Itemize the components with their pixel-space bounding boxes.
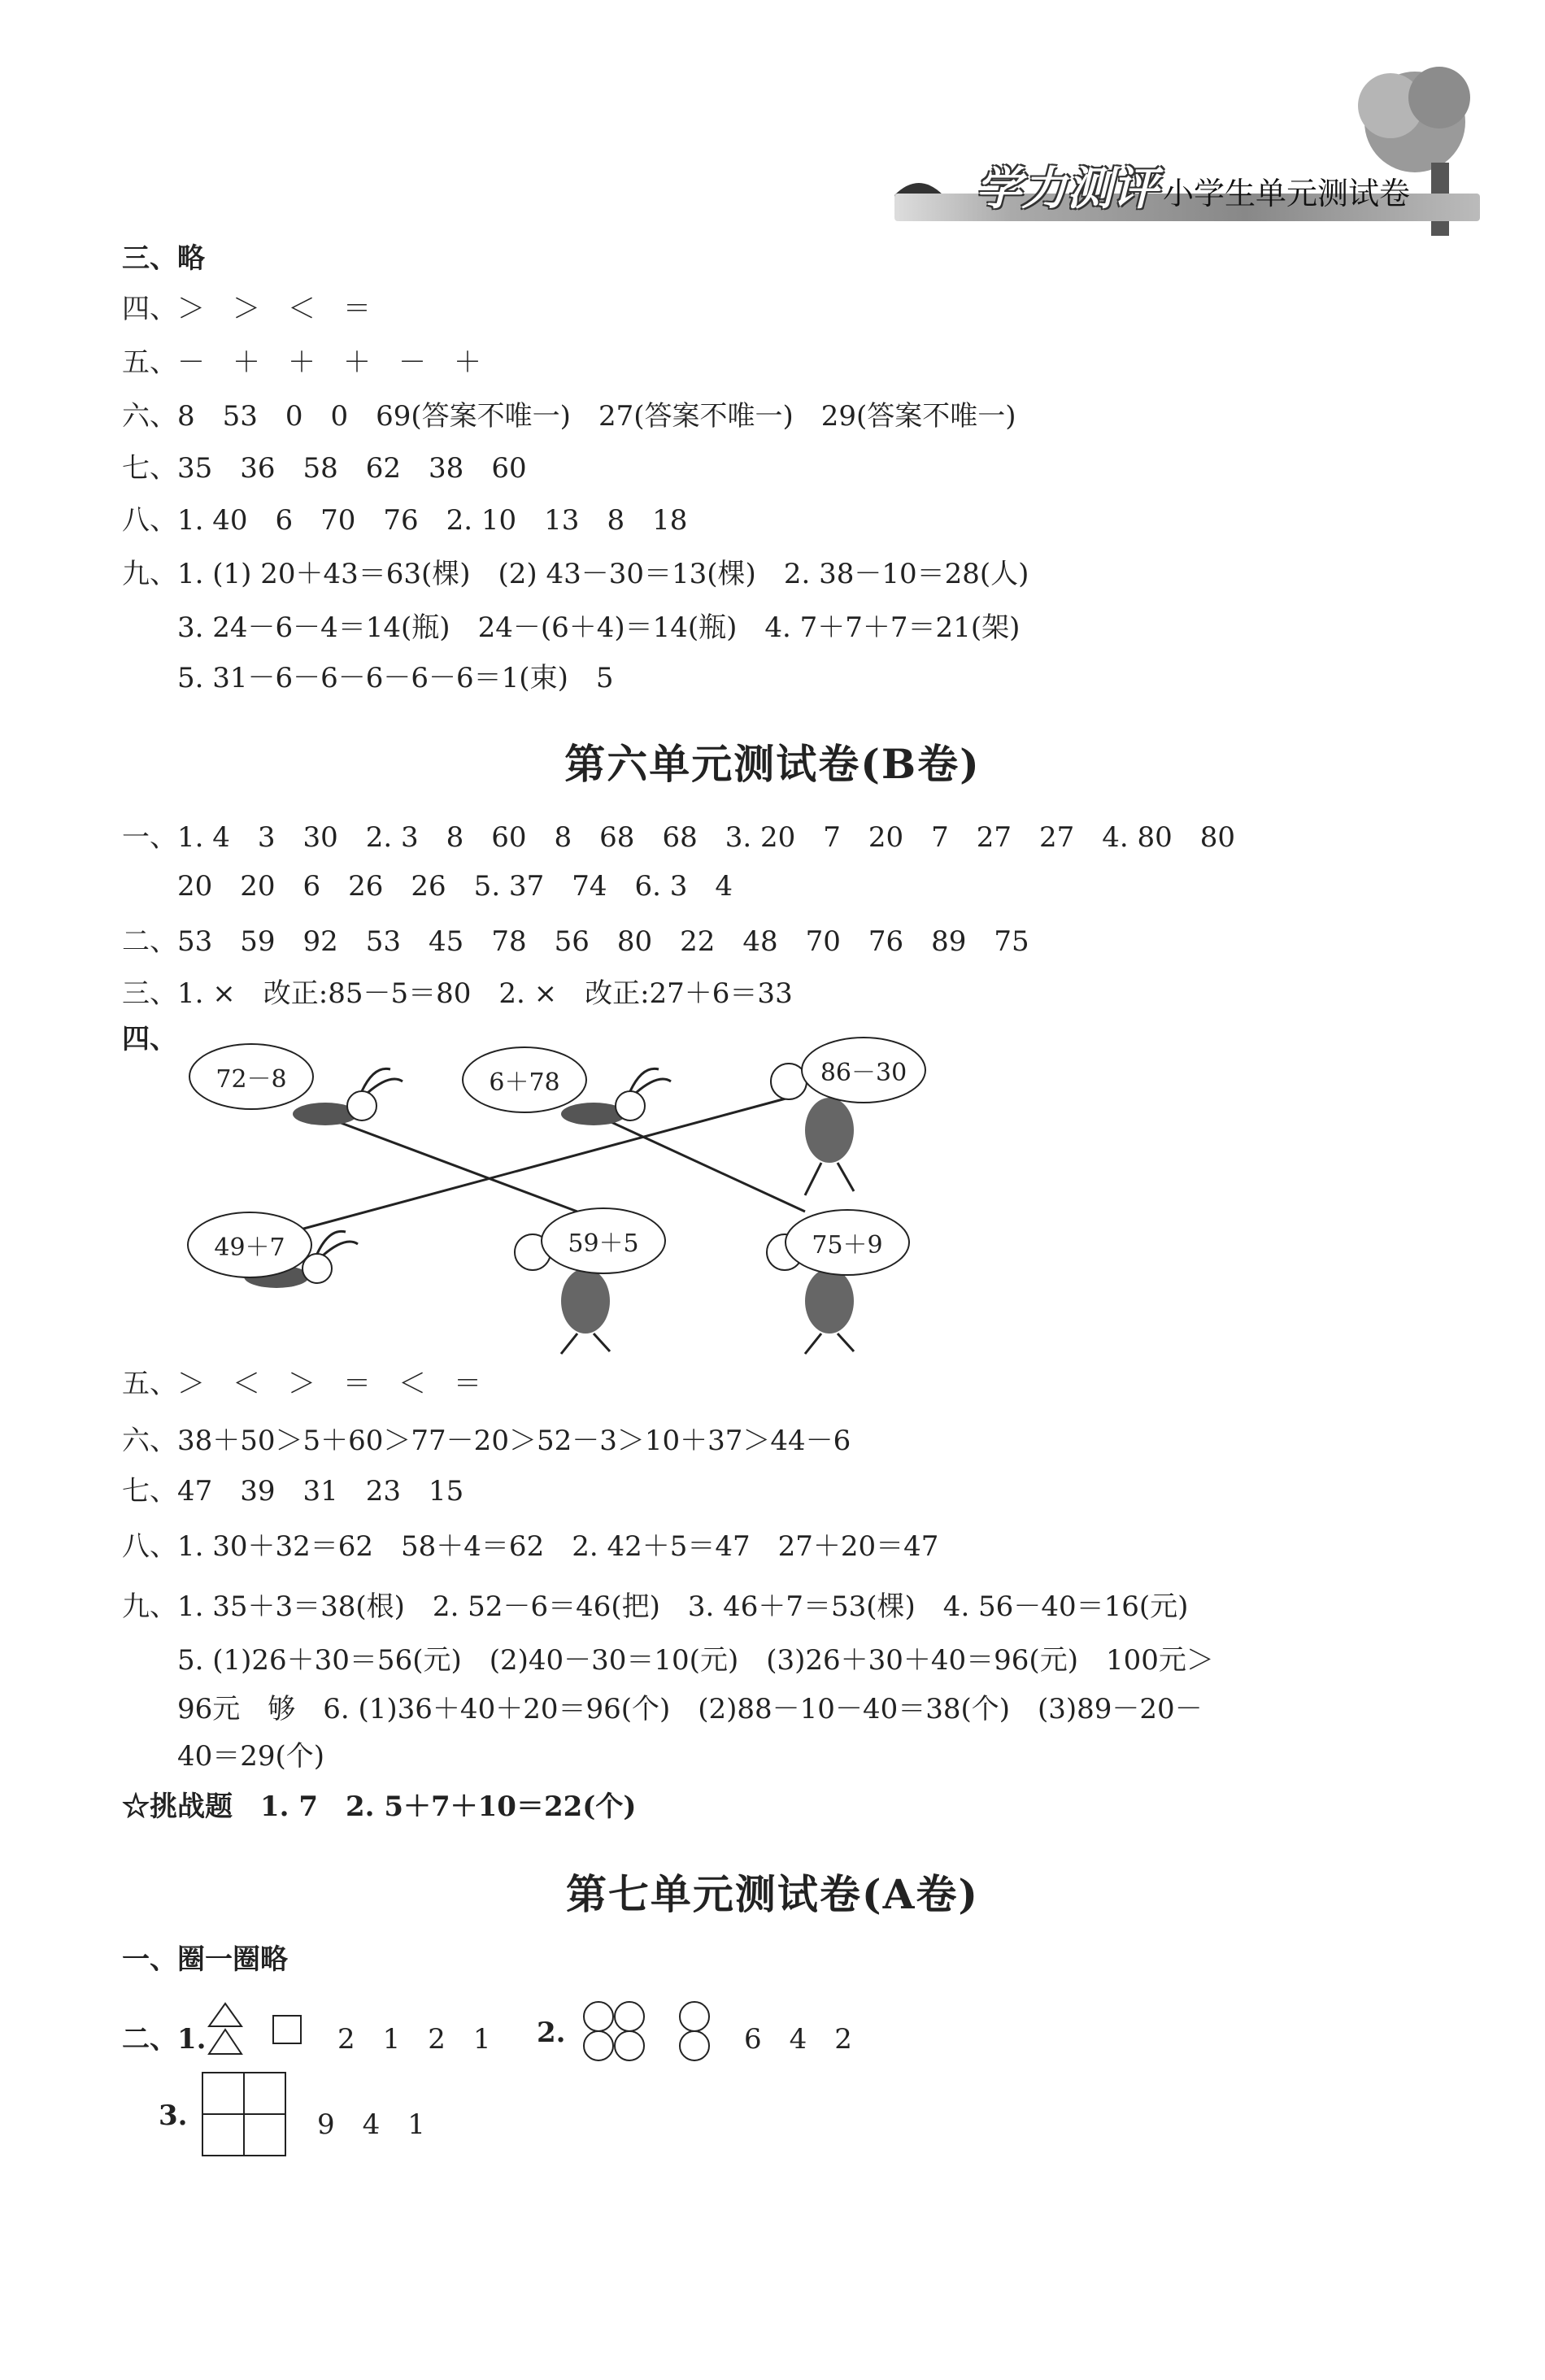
u6-answer-7: 七、47 39 31 23 15	[122, 1475, 464, 1508]
connect-line	[317, 1114, 577, 1212]
answer-4: 四、＞ ＞ ＜ ＝	[122, 293, 371, 325]
u6-answer-9: 九、1. 35＋3＝38(根) 2. 52－6＝46(把) 3. 46＋7＝53(棵) 4. 56－40＝16(元)	[122, 1590, 1189, 1623]
u6-answer-9c: 96元 够 6. (1)36＋40＋20＝96(个) (2)88－10－40＝38(个) (3)89－20－	[177, 1693, 1203, 1725]
u6-answer-9b: 5. (1)26＋30＝56(元) (2)40－30＝10(元) (3)26＋30＋40＝96(元) 100元＞	[177, 1644, 1214, 1677]
answer-7: 七、35 36 58 62 38 60	[122, 452, 527, 485]
answer-5: 五、－ ＋ ＋ ＋ － ＋	[122, 346, 481, 379]
answer-9c: 5. 31－6－6－6－6－6＝1(束) 5	[177, 662, 614, 694]
unit7a-title: 第七单元测试卷(A卷)	[565, 1870, 980, 1918]
answer-8: 八、1. 40 6 70 76 2. 10 13 8 18	[122, 504, 688, 537]
u6-answer-2: 二、53 59 92 53 45 78 56 80 22 48 70 76 89 75	[122, 925, 1029, 958]
square-icon	[272, 2015, 302, 2044]
u7-answer-2-q2: 2.	[537, 2017, 566, 2049]
u6-answer-4: 四、	[122, 1023, 177, 1055]
u7-answer-2-nums: 2 1 2 1	[337, 2023, 491, 2056]
bubble-3: 49＋7	[187, 1212, 312, 1278]
u6-answer-6: 六、38＋50＞5＋60＞77－20＞52－3＞10＋37＞44－6	[122, 1425, 851, 1457]
u6-answer-1b: 20 20 6 26 26 5. 37 74 6. 3 4	[177, 870, 733, 903]
answer-9b: 3. 24－6－4＝14(瓶) 24－(6＋4)＝14(瓶) 4. 7＋7＋7＝21(架)	[177, 611, 1021, 644]
answer-3: 三、略	[122, 242, 205, 275]
u6-answer-3: 三、1. × 改正:85－5＝80 2. × 改正:27＋6＝33	[122, 977, 793, 1010]
u7-answer-1: 一、圈一圈略	[122, 1943, 288, 1976]
u6-answer-1: 一、1. 4 3 30 2. 3 8 60 8 68 68 3. 20 7 20 7 27 27 4. 80 80	[122, 821, 1236, 854]
answer-9: 九、1. (1) 20＋43＝63(棵) (2) 43－30＝13(棵) 2. 38－10＝28(人)	[122, 558, 1029, 590]
u7-answer-2-nums2: 6 4 2	[744, 2023, 852, 2056]
u7-answer-2-label: 二、1.	[122, 2023, 207, 2056]
two-circles-icon	[677, 2000, 712, 2062]
u7-answer-3-nums: 9 4 1	[317, 2108, 425, 2141]
bubble-5: 75＋9	[785, 1209, 910, 1276]
grid-square-icon	[201, 2071, 287, 2157]
answer-6: 六、8 53 0 0 69(答案不唯一) 27(答案不唯一) 29(答案不唯一)	[122, 400, 1016, 433]
u6-answer-5: 五、＞ ＜ ＞ ＝ ＜ ＝	[122, 1368, 481, 1400]
unit6b-title: 第六单元测试卷(B卷)	[564, 740, 981, 788]
connect-line	[594, 1114, 805, 1212]
brand-subtitle: 小学生单元测试卷	[1163, 176, 1411, 211]
four-circles-icon	[579, 2000, 652, 2062]
u6-answer-8: 八、1. 30＋32＝62 58＋4＝62 2. 42＋5＝47 27＋20＝47	[122, 1530, 939, 1563]
bubble-0: 72－8	[189, 1043, 314, 1110]
bubble-2: 86－30	[801, 1037, 926, 1103]
challenge-answer: ☆挑战题 1. 7 2. 5＋7＋10＝22(个)	[122, 1790, 637, 1823]
bubble-1: 6＋78	[462, 1046, 587, 1113]
triangles-icon	[205, 2002, 246, 2059]
bubble-4: 59＋5	[541, 1207, 666, 1274]
u6-answer-9d: 40＝29(个)	[177, 1740, 325, 1773]
brand-title: 学力测评	[976, 162, 1158, 215]
u7-answer-3-label: 3.	[159, 2099, 188, 2132]
